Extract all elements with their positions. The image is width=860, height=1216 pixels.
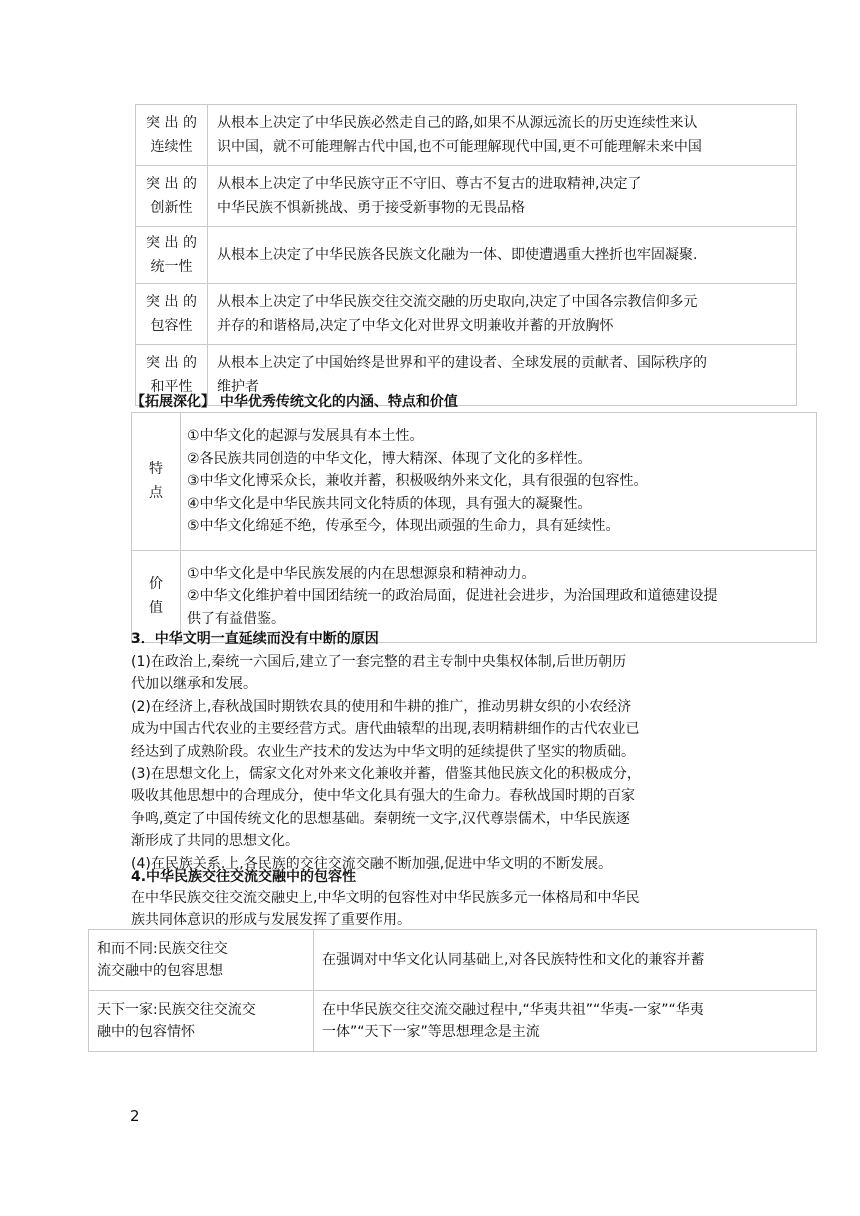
features-value-table [131,412,817,643]
table-row [136,105,797,166]
section4-title: 4.中华民族交往交流交融中的包容性 [131,869,357,885]
row-header: 突 出 的 和平性 [136,345,208,406]
row-content: 从根本上决定了中华民族交往交流交融的历史取向,决定了中国各宗教信仰多元 并存的和谐格局,决定了中华文化对世界文明兼收并蓄的开放胸怀 [208,284,797,345]
row-content: 从根本上决定了中国始终是世界和平的建设者、全球发展的贡献者、国际秩序的 维护者 [208,345,797,406]
row-content: 从根本上决定了中华民族守正不守旧、尊古不复古的进取精神,决定了 中华民族不惧新挑战、勇于接受新事物的无畏品格 [208,166,797,227]
row-content: 从根本上决定了中华民族必然走自己的路,如果不从源远流长的历史连续性来认 识中国，就不可能理解古代中国,也不可能理解现代中国,更不可能理解未来中国 [208,105,797,166]
row-header: 价 值 [132,550,181,643]
row-header: 和而不同:民族交往交 流交融中的包容思想 [89,930,314,991]
row-header: 突 出 的 创新性 [136,166,208,227]
table-row [136,284,797,345]
inclusiveness-table [88,929,817,1052]
extension-heading: 【拓展深化】 中华优秀传统文化的内涵、特点和价值 [131,394,458,410]
page-number: 2 [130,1107,140,1125]
row-header: 天下一家:民族交往交流交 融中的包容情怀 [89,991,314,1052]
row-header: 特 点 [132,413,181,551]
row-content: 在强调对中华文化认同基础上,对各民族特性和文化的兼容并蓄 [314,930,817,991]
row-content: ①中华文化的起源与发展具有本土性。 ②各民族共同创造的中华文化，博大精深、体现了文化的多样性。 ③中华文化博采众长，兼收并蓄，积极吸纳外来文化，具有很强的包容性。 ④中华文化是中华民族共同文化特质的体现，具有强大的凝聚性。 ⑤中华文化绵延不绝，传承至今，体现出顽强的生命力，具有延续性。 [181,413,817,551]
traits-table [135,104,797,406]
table-row [136,166,797,227]
section3-title: 3．中华文明一直延续而没有中断的原因 [131,631,379,647]
row-content: 在中华民族交往交流交融过程中,“华夷共祖”“华夷-一家”“华夷 一体”“天下一家”等思想理念是主流 [314,991,817,1052]
row-header: 突 出 的 统一性 [136,227,208,284]
table-row [132,413,817,551]
section3-body: (1)在政治上,秦统一六国后,建立了一套完整的君主专制中央集权体制,后世历朝历 代加以继承和发展。 (2)在经济上,春秋战国时期铁农具的使用和牛耕的推广，推动男耕女织的小农经济 成为中国古代农业的主要经营方式。唐代曲辕犁的出现,表明精耕细作的古代农业已 经达到了成熟阶段。农业生产技术的发达为中华文明的延续提供了坚实的物质础。 (3)在思想文化上，儒家文化对外来文化兼收并蓄，借鉴其他民族文化的积极成分， 吸收其他思想中的合理成分，使中华文化具有强大的生命力。春秋战国时期的百家 争鸣,奠定了中国传统文化的思想基础。秦朝统一文字,汉代尊崇儒术，中华民族逐 渐形成了共同的思想文化。 (4)在民族关系.上,各民族的交往交流交融不断加强,促进中华文明的不断发展。 [131,654,641,872]
row-header: 突 出 的 包容性 [136,284,208,345]
table-row [136,227,797,284]
row-content: 从根本上决定了中华民族各民族文化融为一体、即使遭遇重大挫折也牢固凝聚. [208,227,797,284]
table-row [89,930,817,991]
row-header: 突 出 的 连续性 [136,105,208,166]
row-content: ①中华文化是中华民族发展的内在思想源泉和精神动力。 ②中华文化维护着中国团结统一的政治局面，促进社会进步，为治国理政和道德建设提 供了有益借鉴。 [181,550,817,643]
section4-body: 在中华民族交往交流交融史上,中华文明的包容性对中华民族多元一体格局和中华民 族共同体意识的形成与发展发挥了重要作用。 [131,890,640,929]
table-row [89,991,817,1052]
